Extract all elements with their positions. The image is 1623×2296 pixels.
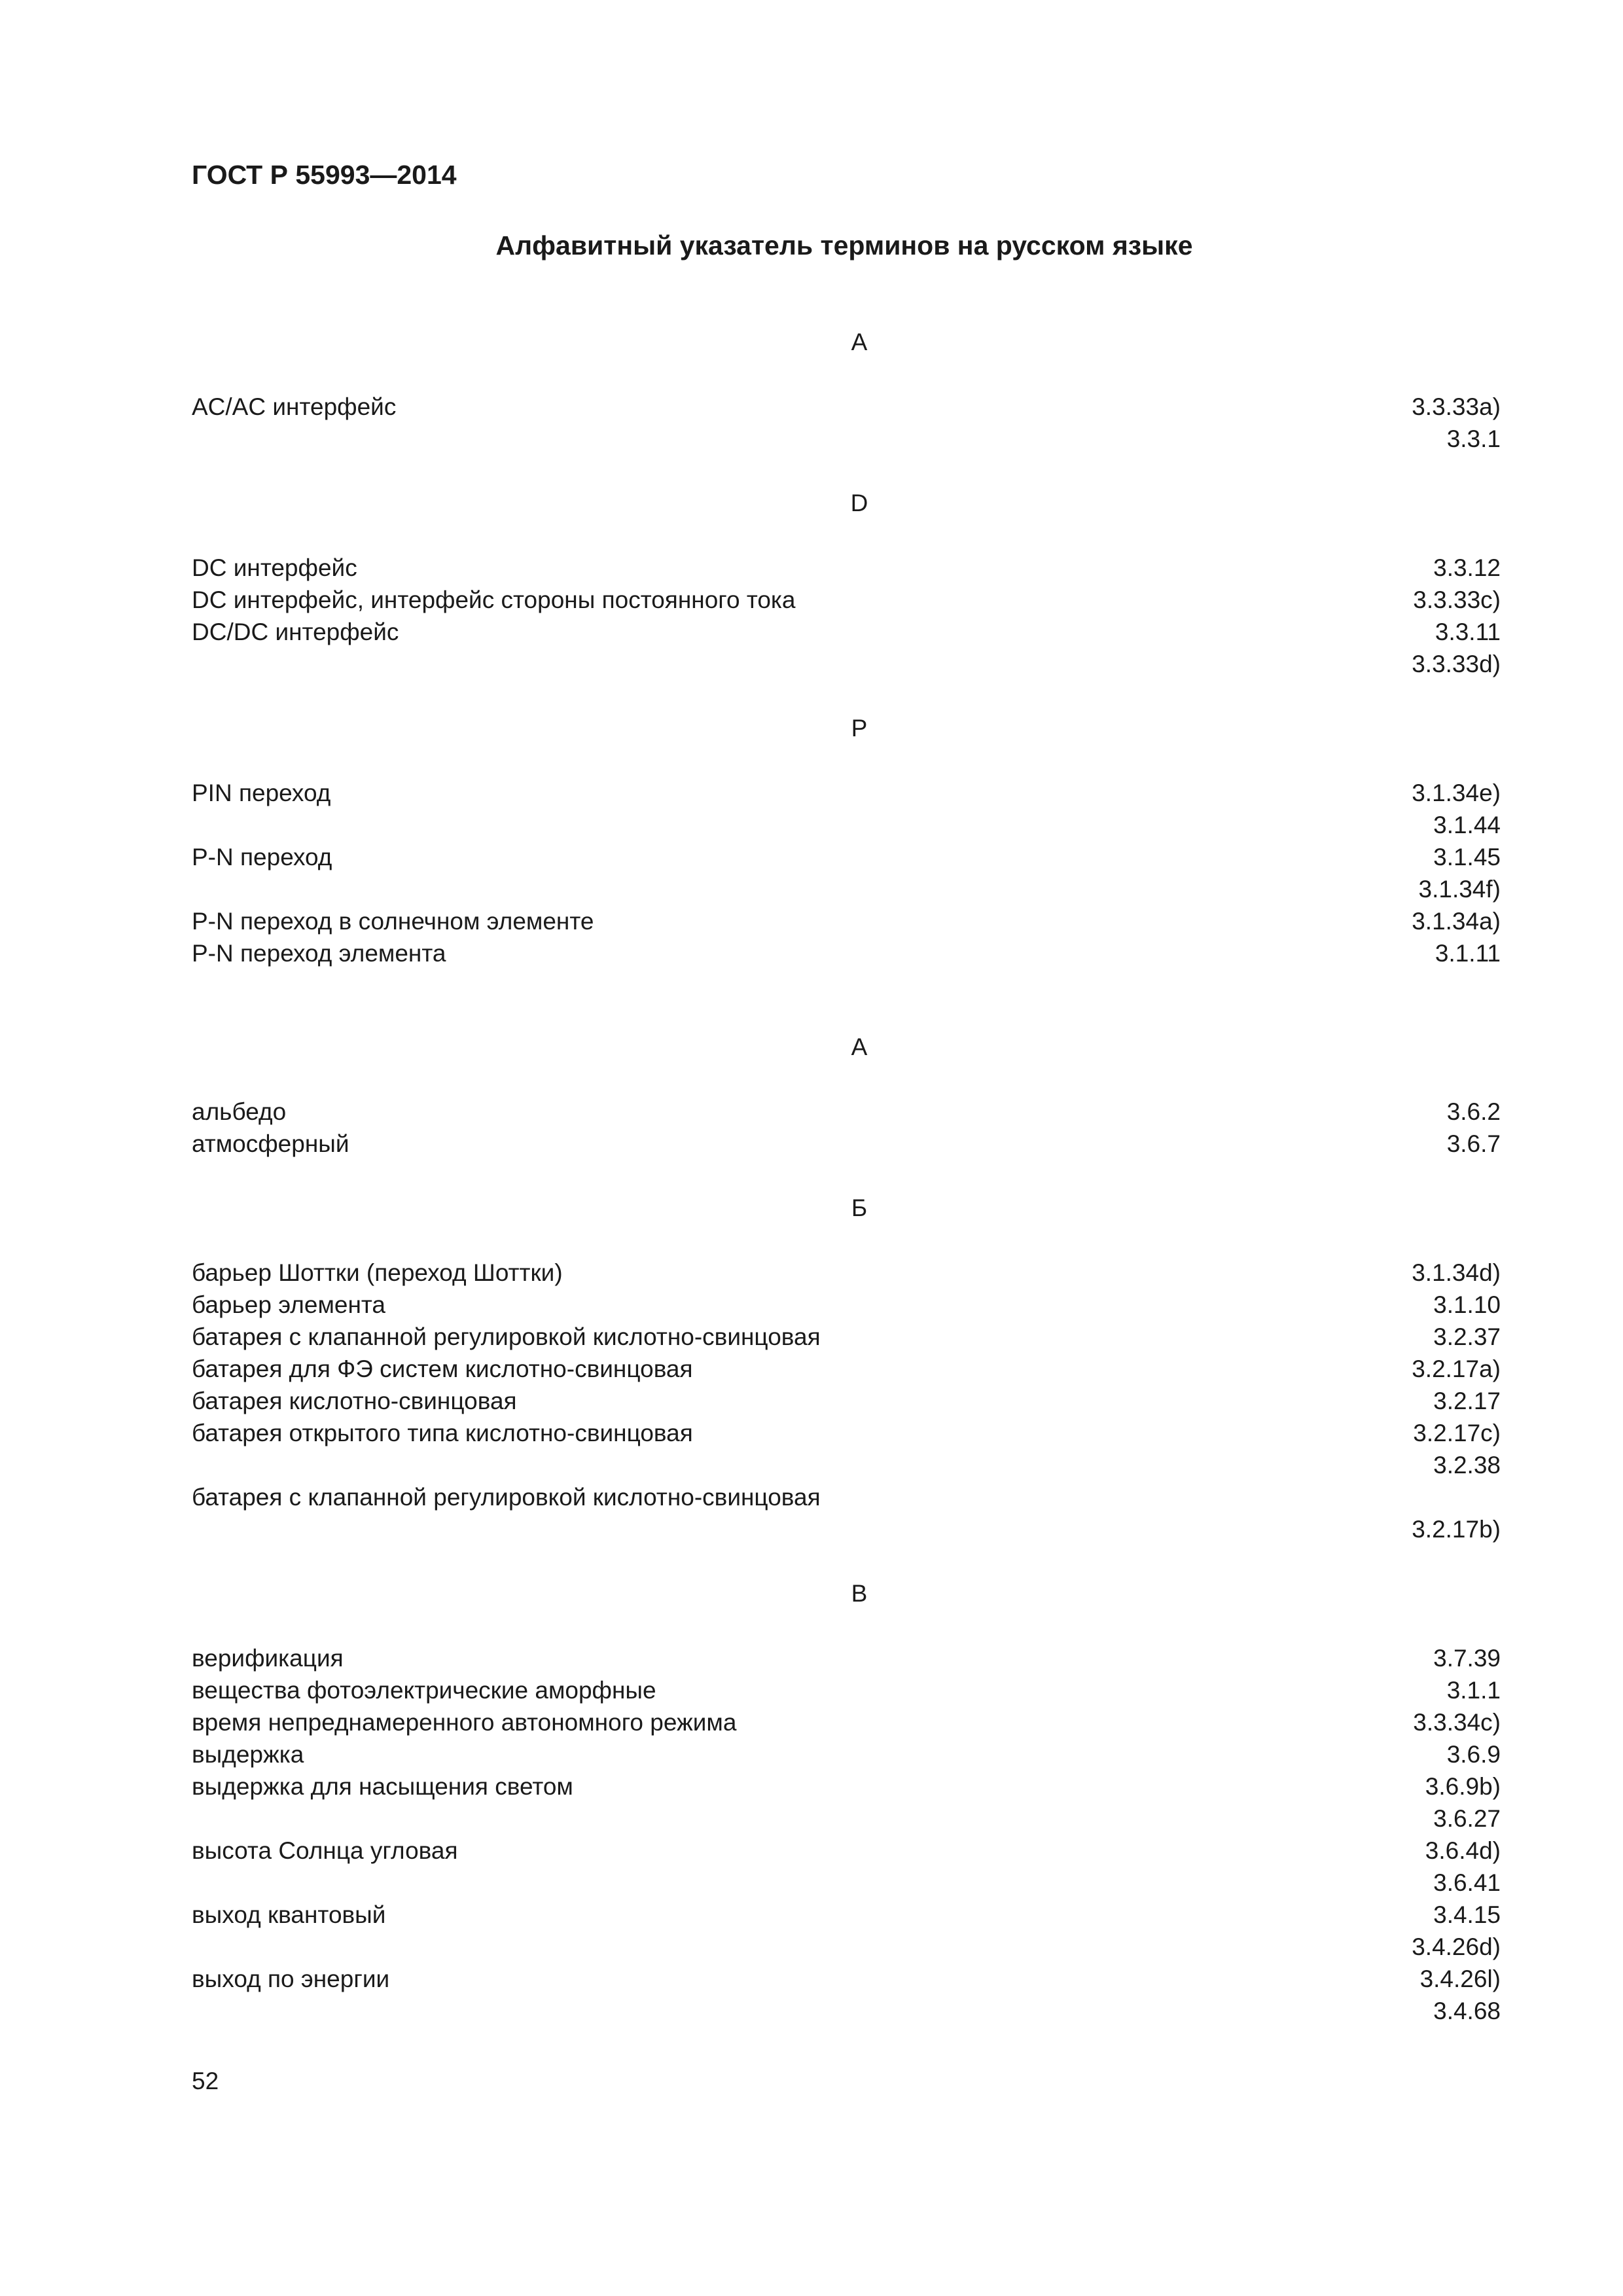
index-reference: 3.3.34c) xyxy=(1413,1709,1501,1736)
index-term: выдержка xyxy=(192,1741,304,1768)
index-reference: 3.3.33a) xyxy=(1412,393,1501,420)
index-row xyxy=(192,1642,1501,1674)
index-row xyxy=(192,937,1501,969)
index-row xyxy=(192,423,1501,455)
index-reference: 3.2.17c) xyxy=(1413,1420,1501,1446)
index-row xyxy=(192,905,1501,937)
index-reference: 3.4.26l) xyxy=(1419,1965,1501,1992)
index-row xyxy=(192,1738,1501,1770)
index-term: DC/DC интерфейс xyxy=(192,619,399,645)
index-reference: 3.6.2 xyxy=(1446,1098,1501,1125)
document-code: ГОСТ Р 55993—2014 xyxy=(192,160,457,190)
section-letter-text: А xyxy=(851,1033,868,1060)
index-term: батарея для ФЭ систем кислотно-свинцовая xyxy=(192,1355,693,1382)
index-term: барьер Шоттки (переход Шоттки) xyxy=(192,1259,563,1286)
index-section xyxy=(192,1577,1501,2027)
index-row xyxy=(192,1513,1501,1545)
term-index xyxy=(192,326,1501,2027)
index-reference: 3.1.44 xyxy=(1433,812,1501,838)
section-letter xyxy=(192,1192,1501,1225)
index-row xyxy=(192,841,1501,873)
index-row xyxy=(192,391,1501,423)
index-row xyxy=(192,777,1501,809)
index-term: PIN переход xyxy=(192,780,331,806)
index-term: P-N переход в солнечном элементе xyxy=(192,908,594,935)
index-reference: 3.4.68 xyxy=(1433,1998,1501,2024)
index-reference: 3.6.9 xyxy=(1446,1741,1501,1768)
index-term: AC/AC интерфейс xyxy=(192,393,397,420)
index-reference: 3.7.39 xyxy=(1433,1645,1501,1672)
index-row xyxy=(192,873,1501,905)
index-reference: 3.1.10 xyxy=(1433,1291,1501,1318)
index-title-text: Алфавитный указатель терминов на русском языке xyxy=(495,230,1193,260)
index-reference: 3.2.17 xyxy=(1433,1388,1501,1414)
index-term: P-N переход xyxy=(192,844,332,870)
index-term: барьер элемента xyxy=(192,1291,385,1318)
index-row xyxy=(192,1385,1501,1417)
index-reference: 3.3.1 xyxy=(1446,425,1501,452)
index-reference: 3.4.15 xyxy=(1433,1901,1501,1928)
index-row xyxy=(192,1706,1501,1738)
section-spacer xyxy=(192,680,1501,712)
index-term: DC интерфейс, интерфейс стороны постоянного тока xyxy=(192,586,796,613)
index-row xyxy=(192,1096,1501,1128)
section-spacer xyxy=(192,1160,1501,1192)
index-reference: 3.1.1 xyxy=(1446,1677,1501,1704)
index-reference: 3.2.37 xyxy=(1433,1323,1501,1350)
index-row xyxy=(192,1835,1501,1867)
section-spacer xyxy=(192,455,1501,487)
index-term: P-N переход элемента xyxy=(192,940,446,967)
index-section xyxy=(192,1031,1501,1192)
index-term: вещества фотоэлектрические аморфные xyxy=(192,1677,656,1704)
index-term: батарея кислотно-свинцовая xyxy=(192,1388,517,1414)
section-letter xyxy=(192,712,1501,745)
index-row xyxy=(192,1449,1501,1481)
page-number: 52 xyxy=(192,2068,219,2094)
index-row xyxy=(192,1289,1501,1321)
index-row xyxy=(192,1803,1501,1835)
index-term: выход по энергии xyxy=(192,1965,390,1992)
index-reference: 3.3.33c) xyxy=(1413,586,1501,613)
index-term: батарея открытого типа кислотно-свинцовая xyxy=(192,1420,693,1446)
index-reference: 3.6.41 xyxy=(1433,1869,1501,1896)
index-reference: 3.6.27 xyxy=(1433,1805,1501,1832)
index-section xyxy=(192,326,1501,487)
index-reference: 3.6.7 xyxy=(1446,1130,1501,1157)
index-term: альбедо xyxy=(192,1098,287,1125)
index-row xyxy=(192,616,1501,648)
section-letter-text: В xyxy=(851,1580,868,1607)
index-reference: 3.1.11 xyxy=(1435,940,1501,967)
section-letter-text: P xyxy=(851,715,868,742)
index-row xyxy=(192,809,1501,841)
index-row xyxy=(192,1995,1501,2027)
section-spacer xyxy=(192,969,1501,1031)
index-row xyxy=(192,1128,1501,1160)
index-row xyxy=(192,1674,1501,1706)
index-row xyxy=(192,1931,1501,1963)
index-reference: 3.1.34e) xyxy=(1412,780,1501,806)
section-letter xyxy=(192,1031,1501,1064)
section-entries xyxy=(192,391,1501,455)
index-row xyxy=(192,1257,1501,1289)
index-reference: 3.3.11 xyxy=(1435,619,1501,645)
index-term: выдержка для насыщения светом xyxy=(192,1773,573,1800)
section-entries xyxy=(192,1642,1501,2027)
section-letter xyxy=(192,1577,1501,1610)
index-reference: 3.1.34f) xyxy=(1418,876,1501,903)
index-reference: 3.6.9b) xyxy=(1425,1773,1501,1800)
index-reference: 3.6.4d) xyxy=(1425,1837,1501,1864)
index-row xyxy=(192,584,1501,616)
index-row xyxy=(192,1770,1501,1803)
section-entries xyxy=(192,1096,1501,1160)
index-reference: 3.2.17b) xyxy=(1412,1516,1501,1543)
index-row xyxy=(192,1899,1501,1931)
index-row xyxy=(192,648,1501,680)
index-term: время непреднамеренного автономного режима xyxy=(192,1709,737,1736)
index-section xyxy=(192,1192,1501,1577)
index-row xyxy=(192,1481,1501,1513)
index-term: DC интерфейс xyxy=(192,554,357,581)
index-term: атмосферный xyxy=(192,1130,349,1157)
section-entries xyxy=(192,552,1501,680)
section-letter xyxy=(192,487,1501,520)
section-letter-text: D xyxy=(850,490,868,516)
index-row xyxy=(192,1417,1501,1449)
index-reference: 3.2.38 xyxy=(1433,1452,1501,1479)
section-entries xyxy=(192,1257,1501,1545)
index-row xyxy=(192,1353,1501,1385)
index-reference: 3.1.34a) xyxy=(1412,908,1501,935)
index-reference: 3.1.34d) xyxy=(1412,1259,1501,1286)
index-row xyxy=(192,1867,1501,1899)
index-reference: 3.1.45 xyxy=(1433,844,1501,870)
section-letter-text: Б xyxy=(851,1194,868,1221)
section-spacer xyxy=(192,1545,1501,1577)
section-letter-text: A xyxy=(851,329,868,355)
index-section xyxy=(192,712,1501,1031)
index-section xyxy=(192,487,1501,712)
index-reference: 3.3.33d) xyxy=(1412,651,1501,677)
index-term: батарея с клапанной регулировкой кислотно-свинцовая xyxy=(192,1484,821,1511)
index-reference: 3.3.12 xyxy=(1433,554,1501,581)
index-term: высота Солнца угловая xyxy=(192,1837,458,1864)
index-reference: 3.4.26d) xyxy=(1412,1933,1501,1960)
section-entries xyxy=(192,777,1501,969)
index-row xyxy=(192,1963,1501,1995)
section-letter xyxy=(192,326,1501,359)
index-row xyxy=(192,552,1501,584)
index-term: батарея с клапанной регулировкой кислотно-свинцовая xyxy=(192,1323,821,1350)
index-row xyxy=(192,1321,1501,1353)
index-title xyxy=(0,229,1623,262)
index-term: верификация xyxy=(192,1645,344,1672)
index-reference: 3.2.17a) xyxy=(1412,1355,1501,1382)
index-term: выход квантовый xyxy=(192,1901,386,1928)
